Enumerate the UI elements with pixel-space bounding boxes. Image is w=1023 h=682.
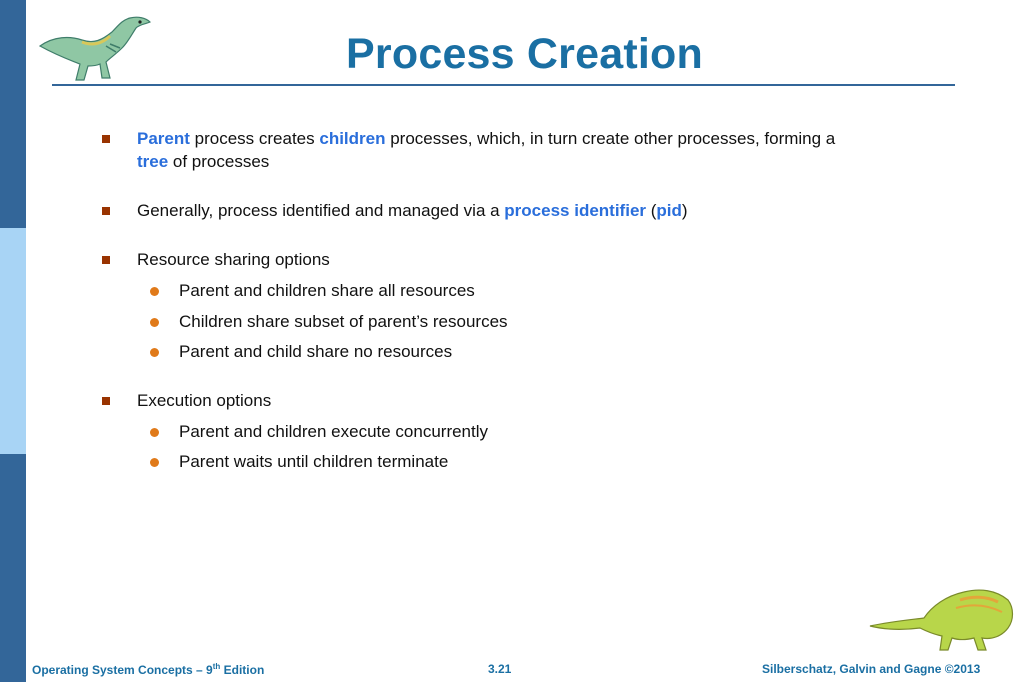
keyword-tree: tree [137,152,169,171]
round-bullet-icon [150,428,159,437]
square-bullet-icon [102,397,110,405]
footer-page-number: 3.21 [488,662,512,676]
square-bullet-icon [102,207,110,215]
round-bullet-icon [150,318,159,327]
square-bullet-icon [102,256,110,264]
sub-bullet: Parent and children share all resources [179,281,475,300]
footer-authors: Silberschatz, Galvin and Gagne ©2013 [762,662,981,676]
sub-bullet: Parent and children execute concurrently [179,422,489,441]
bullet-1-line-1: Parent process creates children processes, which, in turn create other processes, forming a [137,129,836,148]
round-bullet-icon [150,287,159,296]
sub-bullet: Children share subset of parent’s resources [179,312,508,331]
bullet-1-line-2: tree of processes [137,152,270,171]
round-bullet-icon [150,348,159,357]
keyword-pid: pid [656,201,682,220]
bullet-3: Resource sharing options [137,250,330,269]
round-bullet-icon [150,458,159,467]
keyword-process-identifier: process identifier [504,201,647,220]
sub-bullet: Parent waits until children terminate [179,452,449,471]
sub-bullet: Parent and child share no resources [179,342,453,361]
bullet-2: Generally, process identified and managed via a process identifier (pid) [137,201,688,220]
keyword-parent: Parent [137,129,190,148]
keyword-children: children [319,129,386,148]
footer-book-title: Operating System Concepts – 9th Edition [32,662,265,677]
square-bullet-icon [102,135,110,143]
bullet-4: Execution options [137,391,272,410]
page-title: Process Creation [346,30,703,78]
